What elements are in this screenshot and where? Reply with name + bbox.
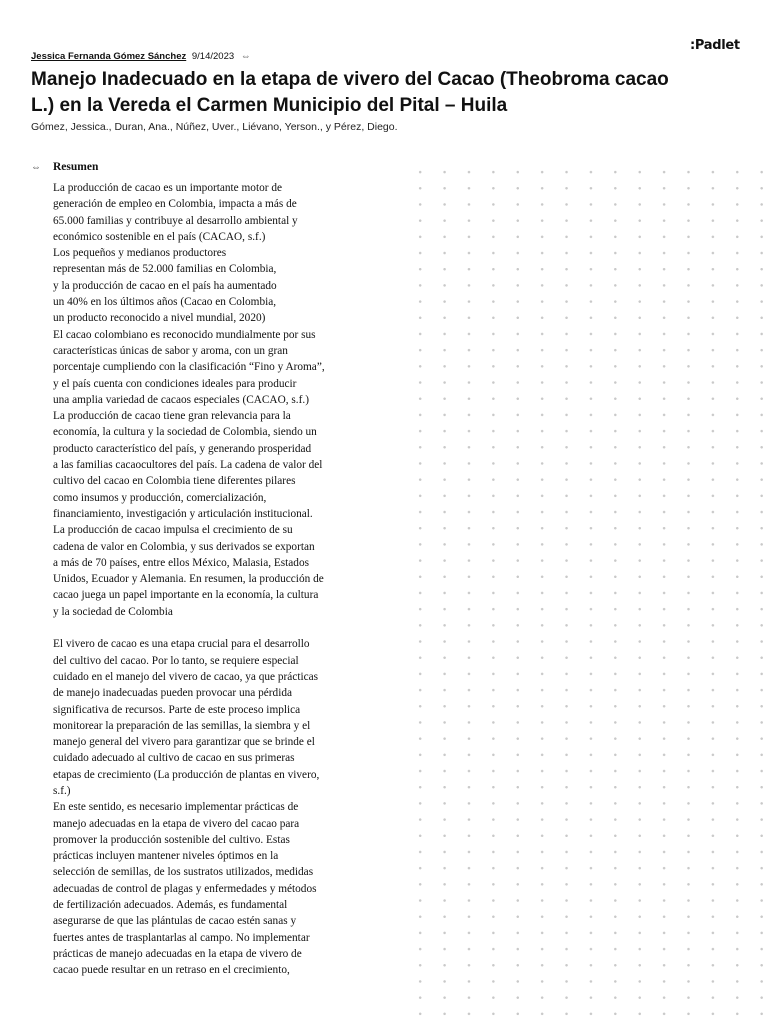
post-date: 9/14/2023 [191, 51, 235, 62]
section-heading: Resumen [53, 161, 99, 173]
body-line: a las familias cacaocultores del país. La cadena de valor del [53, 459, 323, 472]
author-link[interactable]: Jessica Fernanda Gómez Sánchez [31, 51, 187, 62]
body-line: El cacao colombiano es reconocido mundialmente por sus [53, 328, 316, 341]
body-line: un producto reconocido a nivel mundial, 2020) [53, 312, 266, 325]
body-line: s.f.) [53, 784, 71, 797]
body-line: y la sociedad de Colombia [53, 605, 173, 618]
body-line: prácticas de manejo adecuadas en la etapa de vivero de [53, 947, 302, 960]
body-line: de fertilización adecuados. Además, es fundamental [53, 899, 288, 912]
body-line: manejo adecuadas en la etapa de vivero del cacao para [53, 817, 300, 830]
body-line: cacao juega un papel importante en la economía, la cultura [53, 589, 319, 602]
body-line: prácticas incluyen mantener niveles óptimos en la [53, 850, 279, 863]
post-body [53, 180, 373, 979]
paragraph-gap [53, 620, 373, 636]
body-line: economía, la cultura y la sociedad de Colombia, siendo un [53, 426, 317, 439]
expand-arrows-icon[interactable]: ⇔ [31, 162, 41, 173]
dot-grid-background [400, 160, 768, 1024]
body-line: económico sostenible en el país (CACAO, s.f.) [53, 230, 266, 243]
body-line: y el país cuenta con condiciones ideales para producir [53, 377, 297, 390]
body-line: cuidado adecuado al cultivo de cacao en sus primeras [53, 752, 295, 765]
body-line: La producción de cacao es un importante motor de [53, 182, 282, 194]
body-line: producto característico del país, y generando prosperidad [53, 442, 312, 455]
body-line: significativa de recursos. Parte de este proceso implica [53, 703, 301, 716]
body-line: adecuadas de control de plagas y enfermedades y métodos [53, 882, 317, 895]
body-line: La producción de cacao tiene gran relevancia para la [53, 410, 291, 423]
body-line: manejo general del vivero para garantizar que se brinde el [53, 736, 315, 749]
body-line: a más de 70 países, entre ellos México, Malasia, Estados [53, 556, 309, 569]
link-arrows-icon[interactable]: ⇔ [240, 51, 251, 62]
body-line: Unidos, Ecuador y Alemania. En resumen, la producción de [53, 573, 324, 586]
body-line: selección de semillas, de los sustratos utilizados, medidas [53, 866, 314, 879]
post-meta [31, 51, 251, 62]
body-line: promover la producción sostenible del cultivo. Estas [53, 833, 290, 846]
body-line: y la producción de cacao en el país ha aumentado [53, 279, 277, 292]
body-line: del cultivo del cacao. Por lo tanto, se requiere especial [53, 654, 299, 667]
body-line: como insumos y producción, comercialización, [53, 491, 267, 504]
body-line: de manejo inadecuadas pueden provocar una pérdida [53, 687, 293, 700]
padlet-logo[interactable]: :Padlet [690, 38, 740, 53]
body-line: generación de empleo en Colombia, impacta a más de [53, 198, 297, 211]
body-line: 65.000 familias y contribuye al desarrollo ambiental y [53, 214, 298, 227]
body-line: En este sentido, es necesario implementar prácticas de [53, 801, 299, 814]
body-line: Los pequeños y medianos productores [53, 247, 227, 260]
body-line: El vivero de cacao es una etapa crucial para el desarrollo [53, 638, 310, 651]
body-line: representan más de 52.000 familias en Colombia, [53, 263, 277, 276]
body-line: financiamiento, investigación y articulación institucional. [53, 507, 313, 520]
body-line: etapas de crecimiento (La producción de plantas en vivero, [53, 768, 320, 781]
body-line: un 40% en los últimos años (Cacao en Colombia, [53, 296, 277, 309]
body-line: cultivo del cacao en Colombia tiene diferentes pilares [53, 475, 296, 488]
body-line: porcentaje cumpliendo con la clasificación “Fino y Aroma”, [53, 361, 325, 374]
body-line: características únicas de sabor y aroma, con un gran [53, 344, 288, 357]
post-title: Manejo Inadecuado en la etapa de vivero del Cacao (Theobroma cacao L.) en la Vereda el Carmen Municipio del Pital – Huila [31, 69, 669, 116]
body-line: fuertes antes de trasplantarlas al campo. No implementar [53, 931, 310, 944]
body-line: asegurarse de que las plántulas de cacao estén sanas y [53, 915, 297, 928]
authors-line: Gómez, Jessica., Duran, Ana., Núñez, Uver., Liévano, Yerson., y Pérez, Diego. [31, 121, 398, 133]
body-line: La producción de cacao impulsa el crecimiento de su [53, 524, 293, 537]
body-line: cacao puede resultar en un retraso en el crecimiento, [53, 964, 290, 977]
body-line: cadena de valor en Colombia, y sus derivados se exportan [53, 540, 315, 553]
body-line: cuidado en el manejo del vivero de cacao, ya que prácticas [53, 670, 319, 683]
body-line: una amplia variedad de cacaos especiales (CACAO, s.f.) [53, 393, 309, 406]
body-line: monitorear la preparación de las semillas, la siembra y el [53, 719, 311, 732]
